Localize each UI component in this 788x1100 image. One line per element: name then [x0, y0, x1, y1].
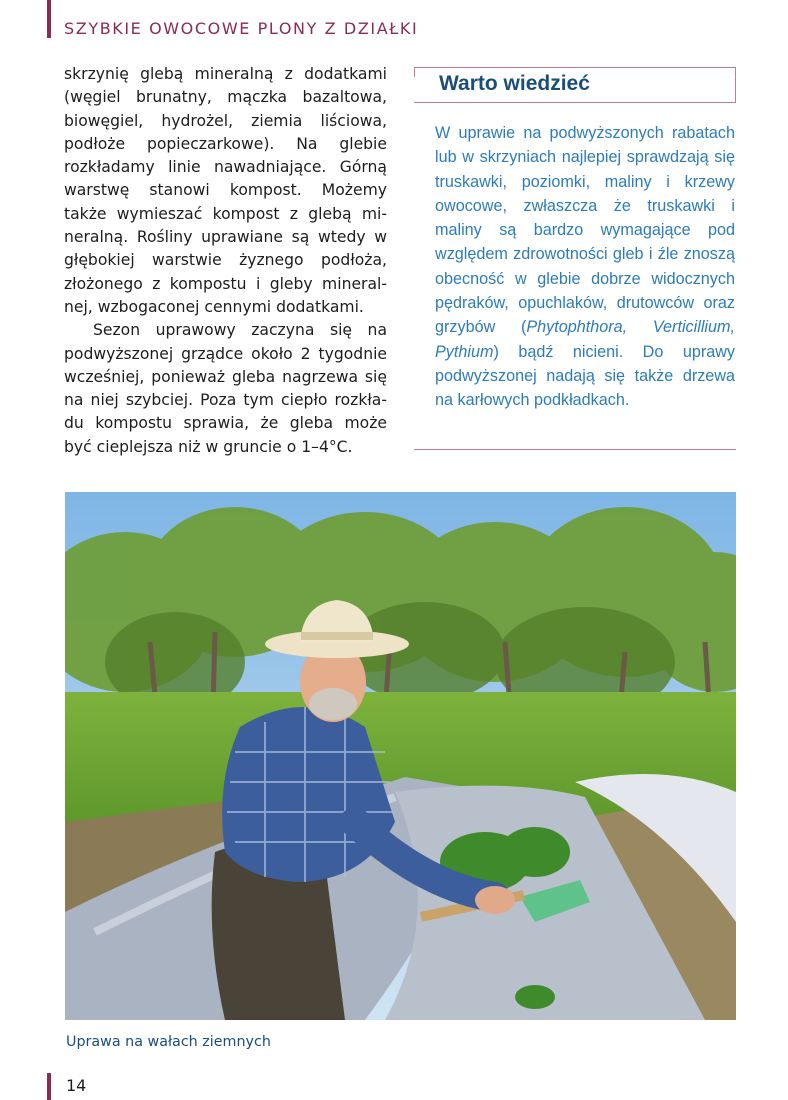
info-box-title-frame	[414, 67, 736, 103]
page-number: 14	[66, 1076, 87, 1095]
body-paragraph: skrzynię glebą mineralną z dodatkami (węgiel brunatny, mączka bazaltowa, biowęgiel, hydrożel, ziemia liściowa, podłoże popieczarkowe). Na glebie rozkładamy linie nawadniające. Górną warstwę stanowi kompost. Możemy także wymieszać kompost z glebą mineralną. Rośliny uprawiane są wtedy w głębokiej warstwie żyznego podłoża, złożonego z kompostu i gleby mineralnej, wzbogaconej cennymi dodatkami.	[64, 65, 387, 316]
garden-photo	[65, 492, 736, 1020]
info-box-bottom-rule	[414, 449, 736, 450]
photo-caption: Uprawa na wałach ziemnych	[66, 1034, 271, 1050]
header-accent-bar	[47, 0, 51, 38]
footer-accent-bar	[47, 1073, 51, 1100]
info-box-text	[435, 121, 735, 413]
info-box-genera: Phytophthora, Verticillium, Pythium	[435, 318, 736, 361]
main-text-column	[64, 63, 387, 459]
garden-photo-illustration	[65, 492, 736, 1020]
info-box-title: Warto wiedzieć	[439, 72, 590, 95]
running-header: SZYBKIE OWOCOWE PLONY Z DZIAŁKI	[64, 19, 419, 38]
info-box	[414, 67, 736, 413]
info-box-text-part: ) bądź nicieni. Do uprawy podwyższonej nadają się także drzewa na karłowych podkładkach.	[435, 342, 735, 410]
body-paragraph: Sezon uprawowy zaczyna się na podwyższonej grządce około 2 tygodnie wcześniej, ponieważ gleba nagrzewa się na niej szybciej. Poza tym ciepło rozkładu kompostu sprawia, że gleba może być cieplejsza niż w gruncie o 1–4°C.	[64, 321, 387, 456]
info-box-text-part: W uprawie na podwyższonych rabatach lub w skrzyniach najlepiej sprawdzają się truskawki, poziomki, maliny i krzewy owocowe, zwłaszcza że truskawki i maliny są bardzo wymagające pod względem zdrowotności gleb i źle znoszą obecność w glebie dobrze widocznych pędraków, opuchlaków, drutowców oraz grzybów (	[435, 124, 735, 337]
